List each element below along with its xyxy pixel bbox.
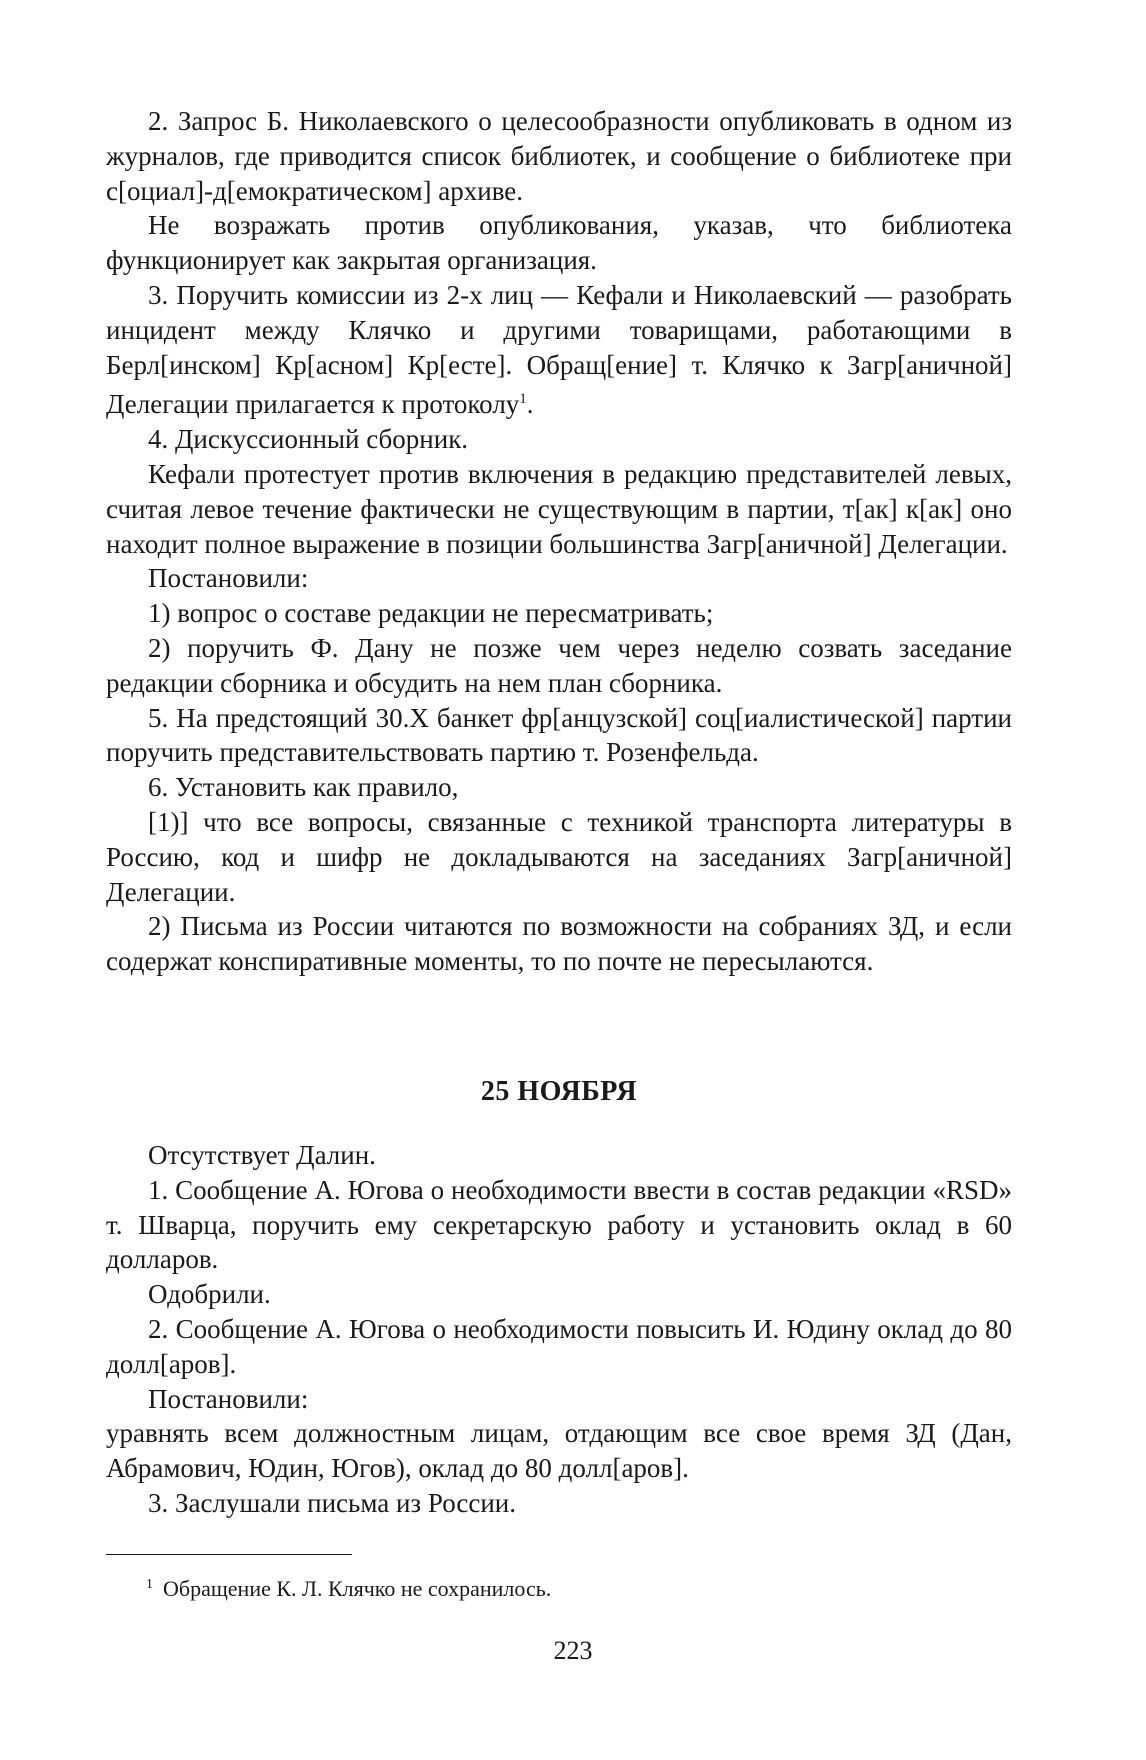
paragraph: Отсутствует Далин. (148, 1140, 376, 1170)
paragraph: [1)] что все вопросы, связанные с техникой транспорта литературы в Россию, код и шифр не докладываются на заседаниях Загр[аничной] Делегации. (106, 806, 1012, 907)
paragraph: уравнять всем должностным лицам, отдающим все свое время ЗД (Дан, Абрамович, Юдин, Югов), оклад до 80 долл[аров]. (106, 1418, 1012, 1484)
paragraph: 2) поручить Ф. Дану не позже чем через неделю созвать заседание редакции сборника и обсудить на нем план сборника. (106, 632, 1012, 698)
date-heading: 25 НОЯБРЯ (480, 1076, 638, 1107)
paragraph: 2. Запрос Б. Николаевского о целесообразности опубликовать в одном из журналов, где приводится список библиотек, и сообщение о библиотеке при с[оциал]-д[емократическом] архиве. (106, 106, 1012, 206)
paragraph: 1. Сообщение А. Югова о необходимости ввести в состав редакции «RSD» т. Шварца, поручить ему секретарскую работу и установить оклад в 60 долларов. (106, 1174, 1012, 1275)
page-number: 223 (553, 1636, 593, 1665)
paragraph: 5. На предстоящий 30.X банкет фр[анцузской] соц[иалистической] партии поручить представительствовать партию т. Розенфельда. (106, 702, 1012, 768)
paragraph: Кефали протестует против включения в редакцию представителей левых, считая левое течение фактически не существующим в партии, т[ак] к[ак] оно находит полное выражение в позиции большинства Загр[аничной] Делегации. (106, 458, 1012, 559)
paragraph: 2) Письма из России читаются по возможности на собраниях ЗД, и если содержат конспиративные моменты, то по почте не пересылаются. (106, 911, 1012, 977)
paragraph: 3. Заслушали письма из России. (148, 1487, 516, 1518)
footnote-reference: 1 (519, 391, 527, 408)
paragraph-with-footnote-ref (106, 278, 1012, 422)
paragraph: 6. Установить как правило, (148, 772, 459, 803)
paragraph: Не возражать против опубликования, указав, что библиотека функционирует как закрытая организация. (106, 210, 1012, 276)
section-2-text (106, 1138, 1012, 1521)
paragraph: Постановили: (148, 563, 309, 594)
paragraph: 1) вопрос о составе редакции не пересматривать; (148, 598, 714, 629)
footnote-divider (106, 1554, 352, 1555)
paragraph: 2. Сообщение А. Югова о необходимости повысить И. Юдину оклад до 80 долл[аров]. (106, 1313, 1012, 1379)
footnote-marker: 1 (146, 1577, 153, 1592)
paragraph: Постановили: (148, 1383, 309, 1414)
paragraph-text: 3. Поручить комиссии из 2-х лиц — Кефали и Николаевский — разобрать инцидент между Клячко и другими товарищами, работающими в Берл[инском] Кр[асном] Кр[есте]. Обращ[ение] т. Клячко к Загр[аничной] Делегации прилагается к протоколу (106, 279, 1012, 420)
section-1-text (106, 104, 1012, 979)
paragraph: 4. Дискуссионный сборник. (148, 424, 469, 455)
footnote (146, 1570, 551, 1604)
paragraph-tail: . (526, 389, 534, 420)
paragraph: Одобрили. (148, 1279, 271, 1310)
footnote-text: Обращение К. Л. Клячко не сохранилось. (163, 1576, 552, 1601)
